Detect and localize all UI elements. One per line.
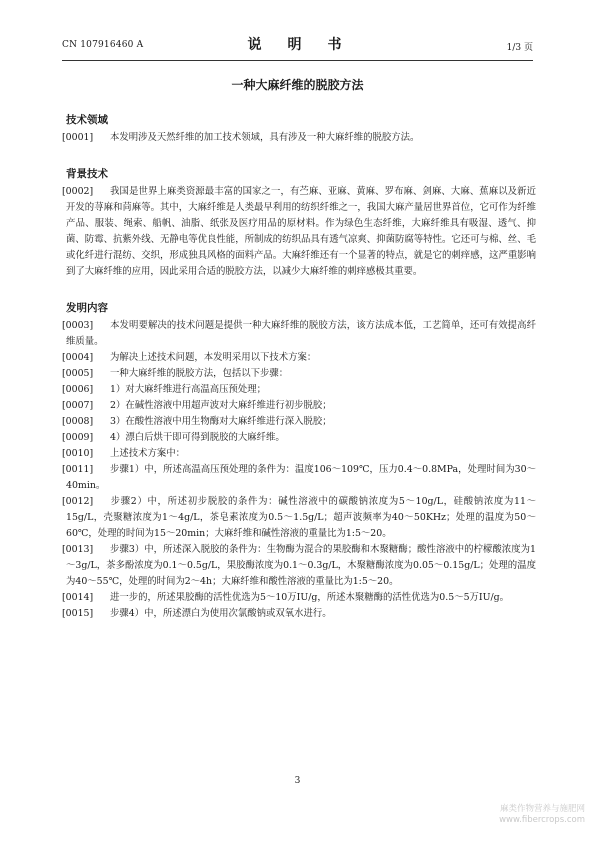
paragraph-text: 4）漂白后烘干即可得到脱胶的大麻纤维。 — [110, 432, 285, 443]
paragraph-0013 — [62, 542, 536, 590]
paragraph-text: 本发明要解决的技术问题是提供一种大麻纤维的脱胶方法，该方法成本低，工艺简单，还可有效提高纤维质量。 — [66, 320, 536, 347]
paragraph-number: [0003] — [62, 320, 94, 331]
paragraph-text: 1）对大麻纤维进行高温高压预处理； — [110, 384, 266, 395]
document-body — [62, 112, 536, 622]
document-header — [62, 34, 533, 58]
paragraph-0002 — [62, 184, 536, 280]
paragraph-text: 3）在酸性溶液中用生物酶对大麻纤维进行深入脱胶； — [110, 416, 332, 427]
paragraph-text: 进一步的，所述果胶酶的活性优选为5～10万IU/g，所述木聚糖酶的活性优选为0.5～5万IU/g。 — [110, 592, 510, 603]
document-type: 说 明 书 — [247, 37, 348, 53]
section-heading-background: 背景技术 — [66, 168, 108, 180]
paragraph-text: 本发明涉及天然纤维的加工技术领域，具有涉及一种大麻纤维的脱胶方法。 — [110, 132, 420, 143]
paragraph-0012 — [62, 494, 536, 542]
paragraph-0010 — [62, 446, 536, 462]
paragraph-number: [0004] — [62, 352, 94, 363]
header-divider — [62, 60, 533, 61]
section-heading-tech-field: 技术领域 — [66, 114, 108, 126]
paragraph-text: 步骤3）中，所述深入脱胶的条件为：生物酶为混合的果胶酶和木聚糖酶；酸性溶液中的柠檬酸浓度为1～3g/L，茶多酚浓度为0.1～0.5g/L，果胶酶浓度为0.1～0.3g/L，木聚糖酶浓度为0.05～0.15g/L；处理的温度为40～55℃，处理的时间为2～4h；大麻纤维和酸性溶液的重量比为1:5～20。 — [66, 544, 536, 587]
paragraph-0009 — [62, 430, 536, 446]
paragraph-0003 — [62, 318, 536, 350]
paragraph-number: [0015] — [62, 608, 94, 619]
paragraph-number: [0008] — [62, 416, 94, 427]
page-number: 3 — [294, 776, 301, 786]
paragraph-0005 — [62, 366, 536, 382]
paragraph-number: [0009] — [62, 432, 94, 443]
paragraph-number: [0007] — [62, 400, 94, 411]
paragraph-0007 — [62, 398, 536, 414]
paragraph-number: [0013] — [62, 544, 94, 555]
paragraph-number: [0011] — [62, 464, 94, 475]
paragraph-text: 步骤4）中，所述漂白为使用次氯酸钠或双氧水进行。 — [110, 608, 332, 619]
paragraph-0015 — [62, 606, 536, 622]
section-heading-invention: 发明内容 — [66, 302, 108, 314]
paragraph-number: [0001] — [62, 132, 94, 143]
paragraph-text: 步骤1）中，所述高温高压预处理的条件为：温度106～109℃，压力0.4～0.8MPa，处理时间为30～40min。 — [66, 464, 536, 491]
paragraph-number: [0014] — [62, 592, 94, 603]
paragraph-number: [0006] — [62, 384, 94, 395]
paragraph-text: 我国是世界上麻类资源最丰富的国家之一，有苎麻、亚麻、黄麻、罗布麻、剑麻、大麻、蕉麻以及新近开发的荨麻和苘麻等。其中，大麻纤维是人类最早利用的纺织纤维之一，我国大麻产量居世界首位，它可作为纤维产品、服装、绳索、船帆、油脂、纸张及医疗用品的原材料。作为绿色生态纤维，大麻纤维具有吸湿、透气、抑菌、防霉、抗紫外线、无静电等优良性能，所制成的纺织品具有透气凉爽、抑菌防腐等特性。它还可与棉、丝、毛或化纤进行混纺、交织，形成独具风格的面料产品。大麻纤维还有一个显著的特点，就是它的刺痒感，这严重影响到了大麻纤维的应用，因此采用合适的脱胶方法，以减少大麻纤维的刺痒感极其重要。 — [66, 186, 536, 277]
paragraph-0001 — [62, 130, 536, 146]
paragraph-0008 — [62, 414, 536, 430]
paragraph-0014 — [62, 590, 536, 606]
paragraph-0006 — [62, 382, 536, 398]
publication-number: CN 107916460 A — [62, 40, 144, 50]
paragraph-number: [0010] — [62, 448, 94, 459]
paragraph-number: [0002] — [62, 186, 94, 197]
watermark-line-1: 麻类作物营养与施肥网 — [499, 804, 585, 814]
paragraph-text: 为解决上述技术问题，本发明采用以下技术方案： — [110, 352, 317, 363]
paragraph-text: 一种大麻纤维的脱胶方法，包括以下步骤： — [110, 368, 289, 379]
paragraph-text: 上述技术方案中： — [110, 448, 186, 459]
page-info: 1/3 页 — [506, 43, 533, 53]
site-watermark — [499, 804, 585, 826]
paragraph-0004 — [62, 350, 536, 366]
paragraph-0011 — [62, 462, 536, 494]
paragraph-number: [0005] — [62, 368, 94, 379]
paragraph-number: [0012] — [62, 496, 94, 507]
watermark-line-2: www.fibercrops.com — [499, 815, 585, 825]
paragraph-text: 2）在碱性溶液中用超声波对大麻纤维进行初步脱胶； — [110, 400, 332, 411]
document-title: 一种大麻纤维的脱胶方法 — [231, 78, 364, 92]
paragraph-text: 步骤2）中，所述初步脱胶的条件为：碱性溶液中的碳酸钠浓度为5～10g/L，硅酸钠浓度为11～15g/L，壳聚糖浓度为1～4g/L，茶皂素浓度为0.5～1.5g/L；超声波频率为40～50KHz；处理的温度为50～60℃，处理的时间为15～20min；大麻纤维和碱性溶液的重量比为1:5～20。 — [66, 496, 536, 539]
